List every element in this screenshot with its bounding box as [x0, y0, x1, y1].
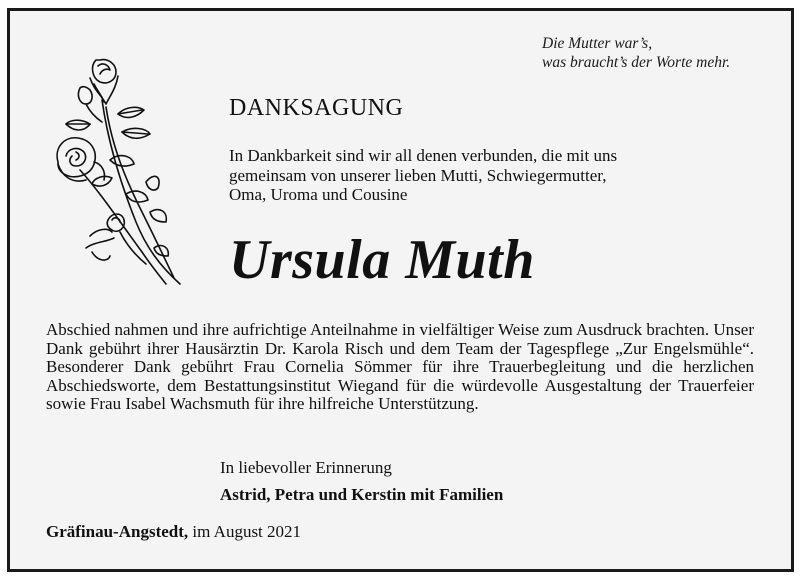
- body-text: Abschied nahmen und ihre aufrichtige Anteilnahme in vielfältiger Weise zum Ausdruck brachten. Unser Dank gebührt ihrer Hausärztin Dr. Karola Risch und dem Team der Tagespflege „Zur Engelsmühle“. Besonderer Dank gebührt Frau Cornelia Sömmer für ihre Trauerbegleitung und die herzlichen Abschiedsworte, dem Bestattungsinstitut Wiegand für die würdevolle Ausgestaltung der Trauerfeier sowie Frau Isabel Wachsmuth für ihre hilfreiche Unterstützung.: [46, 320, 754, 414]
- heading: DANKSAGUNG: [229, 95, 404, 121]
- intro-line-3: Oma, Uroma und Cousine: [229, 185, 408, 204]
- place-date: im August 2021: [188, 522, 302, 541]
- place-date-line: [46, 522, 301, 542]
- intro-line-1: In Dankbarkeit sind wir all denen verbunden, die mit uns: [229, 146, 618, 165]
- place-town: Gräfinau-Angstedt,: [46, 522, 189, 541]
- deceased-name: Ursula Muth: [229, 229, 535, 291]
- motto-line-1: Die Mutter war’s,: [542, 35, 653, 52]
- intro-text: [229, 146, 689, 205]
- memory-line: In liebevoller Erinnerung: [220, 458, 392, 477]
- rose-icon: [50, 52, 190, 288]
- intro-line-2: gemeinsam von unserer lieben Mutti, Schwiegermutter,: [229, 165, 607, 185]
- motto-quote: [542, 34, 730, 72]
- family-signature: Astrid, Petra und Kerstin mit Familien: [220, 485, 504, 504]
- motto-line-2: was braucht’s der Worte mehr.: [542, 54, 731, 71]
